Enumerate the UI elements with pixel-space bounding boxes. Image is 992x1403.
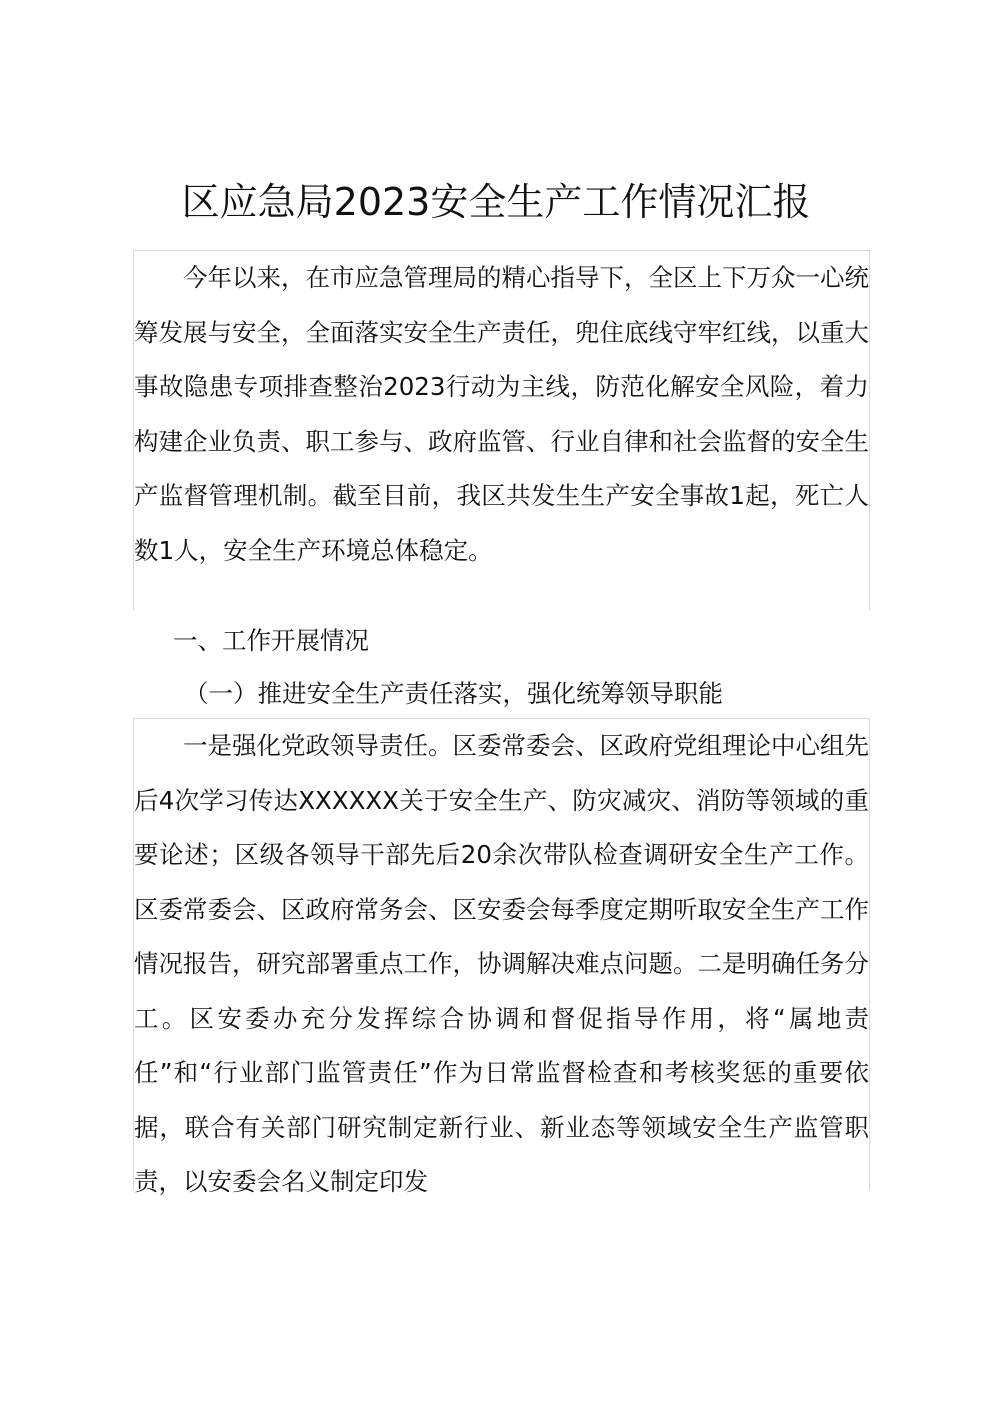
section-heading: 一、工作开展情况: [173, 626, 369, 655]
document-title: 区应急局2023安全生产工作情况汇报: [181, 180, 811, 224]
body-paragraph-block: [134, 719, 869, 1196]
body-paragraph: 一是强化党政领导责任。区委常委会、区政府党组理论中心组先后4次学习传达XXXXXX关于安全生产、防灾减灾、消防等领域的重要论述；区级各领导干部先后20余次带队检查调研安全生产工作。区委常委会、区政府常务会、区安委会每季度定期听取安全生产工作情况报告，研究部署重点工作，协调解决难点问题。二是明确任务分工。区安委办充分发挥综合协调和督促指导作用，将“属地责任”和“行业部门监管责任”作为日常监督检查和考核奖惩的重要依据，联合有关部门研究制定新行业、新业态等领域安全生产监管职责，以安委会名义制定印发: [134, 731, 869, 1196]
subsection-heading: （一）推进安全生产责任落实，强化统筹领导职能: [184, 679, 723, 708]
intro-paragraph-block: [134, 251, 869, 611]
frame-line: [869, 250, 870, 610]
intro-paragraph: 今年以来，在市应急管理局的精心指导下，全区上下万众一心统筹发展与安全，全面落实安全生产责任，兜住底线守牢红线，以重大事故隐患专项排查整治2023行动为主线，防范化解安全风险，着力构建企业负责、职工参与、政府监管、行业自律和社会监督的安全生产监督管理机制。截至目前，我区共发生生产安全事故1起，死亡人数1人，安全生产环境总体稳定。: [134, 263, 869, 565]
frame-line: [869, 718, 870, 1190]
